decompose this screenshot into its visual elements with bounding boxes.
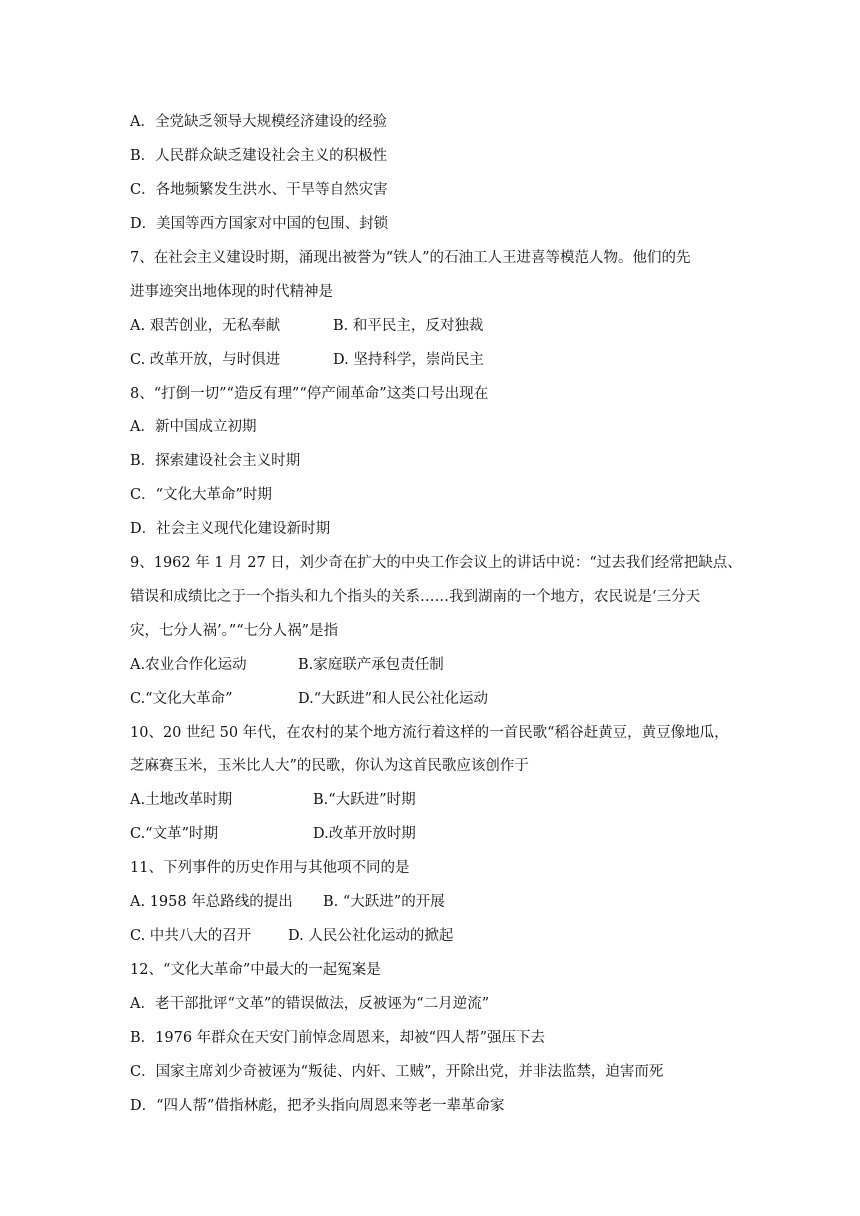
q9-option-b: B.家庭联产承包责任制 bbox=[298, 657, 444, 673]
q9-stem-line-2: 错误和成绩比之于一个指头和九个指头的关系……我到湖南的一个地方，农民说是‘三分天 bbox=[130, 589, 701, 605]
q11-option-a: A. 1958 年总路线的提出 bbox=[130, 894, 293, 910]
q11-option-c: C. 中共八大的召开 bbox=[130, 928, 252, 944]
q9-options-row-2 bbox=[130, 689, 489, 709]
q6-option-b: B．人民群众缺乏建设社会主义的积极性 bbox=[130, 148, 388, 164]
q7-stem-line-2: 进事迹突出地体现的时代精神是 bbox=[130, 284, 333, 300]
q12-option-a: A．老干部批评“文革”的错误做法，反被诬为“二月逆流” bbox=[130, 996, 490, 1012]
q9-options-row-1 bbox=[130, 655, 444, 675]
q10-options-row-2 bbox=[130, 824, 416, 844]
q12-option-d: D．“四人帮”借指林彪，把矛头指向周恩来等老一辈革命家 bbox=[130, 1098, 505, 1114]
q8-option-c: C．“文化大革命”时期 bbox=[130, 487, 272, 503]
q9-stem-line-1: 9、1962 年 1 月 27 日，刘少奇在扩大的中央工作会议上的讲话中说：“过去我们经常把缺点、 bbox=[130, 555, 742, 571]
q12-option-b: B．1976 年群众在天安门前悼念周恩来，却被“四人帮”强压下去 bbox=[130, 1030, 545, 1046]
q7-options-row-1 bbox=[130, 316, 484, 336]
q8-option-b: B．探索建设社会主义时期 bbox=[130, 453, 301, 469]
q10-option-c: C.“文革”时期 bbox=[130, 826, 219, 842]
q11-stem: 11、下列事件的历史作用与其他项不同的是 bbox=[130, 860, 410, 876]
q9-option-a: A.农业合作化运动 bbox=[130, 657, 247, 673]
q10-option-a: A.土地改革时期 bbox=[130, 792, 233, 808]
q6-option-c: C．各地频繁发生洪水、干旱等自然灾害 bbox=[130, 182, 388, 198]
q7-option-d: D. 坚持科学，崇尚民主 bbox=[333, 352, 484, 368]
q10-stem-line-2: 芝麻赛玉米，玉米比人大”的民歌，你认为这首民歌应该创作于 bbox=[130, 758, 529, 774]
q11-option-b: B. “大跃进”的开展 bbox=[323, 894, 445, 910]
q11-option-d: D. 人民公社化运动的掀起 bbox=[288, 928, 454, 944]
q6-option-a: A．全党缺乏领导大规模经济建设的经验 bbox=[130, 114, 387, 130]
q12-stem: 12、“文化大革命”中最大的一起冤案是 bbox=[130, 962, 381, 978]
q7-option-c: C. 改革开放，与时俱进 bbox=[130, 352, 281, 368]
q9-option-c: C.“文化大革命” bbox=[130, 691, 233, 707]
q10-option-b: B.“大跃进”时期 bbox=[313, 792, 416, 808]
q7-stem-line-1: 7、在社会主义建设时期，涌现出被誉为“铁人”的石油工人王进喜等模范人物。他们的先 bbox=[130, 250, 691, 266]
q10-options-row-1 bbox=[130, 790, 416, 810]
q10-option-d: D.改革开放时期 bbox=[313, 826, 416, 842]
q7-options-row-2 bbox=[130, 350, 484, 370]
q11-options-row-2 bbox=[130, 926, 454, 946]
q11-options-row-1 bbox=[130, 892, 445, 912]
q8-option-a: A．新中国成立初期 bbox=[130, 419, 257, 435]
q10-stem-line-1: 10、20 世纪 50 年代，在农村的某个地方流行着这样的一首民歌“稻谷赶黄豆，黄豆像地瓜， bbox=[130, 725, 729, 741]
q9-stem-line-3: 灾，七分人祸’。”“七分人祸”是指 bbox=[130, 623, 339, 639]
q7-option-b: B. 和平民主，反对独裁 bbox=[333, 318, 484, 334]
q9-option-d: D.“大跃进”和人民公社化运动 bbox=[298, 691, 489, 707]
q8-stem: 8、“打倒一切”“造反有理”“停产闹革命”这类口号出现在 bbox=[130, 386, 489, 402]
q7-option-a: A. 艰苦创业，无私奉献 bbox=[130, 318, 281, 334]
q12-option-c: C．国家主席刘少奇被诬为“叛徒、内奸、工贼”，开除出党，并非法监禁，迫害而死 bbox=[130, 1064, 664, 1080]
q8-option-d: D．社会主义现代化建设新时期 bbox=[130, 521, 331, 537]
q6-option-d: D．美国等西方国家对中国的包围、封锁 bbox=[130, 216, 389, 232]
